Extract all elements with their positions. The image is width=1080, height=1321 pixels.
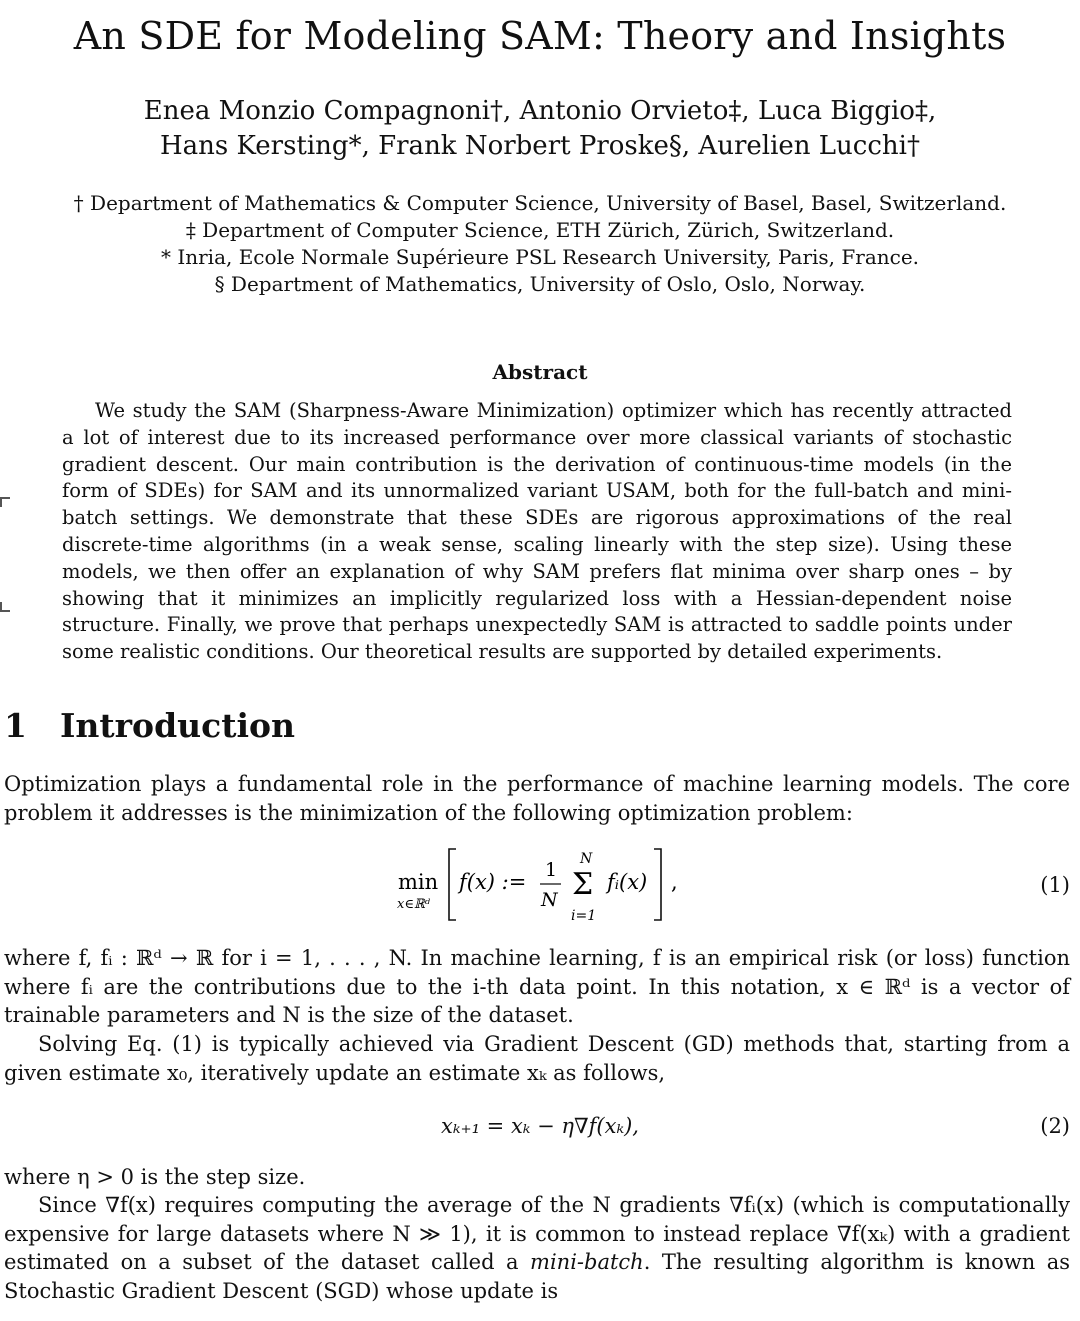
paper-title: An SDE for Modeling SAM: Theory and Insights	[73, 14, 1007, 58]
p5-emphasis: mini-batch	[530, 1250, 644, 1274]
eq1-sum-lower: i=1	[571, 908, 597, 924]
equation-1-graphic	[0, 845, 1080, 925]
margin-mark-bottom	[0, 602, 10, 612]
equation-2	[0, 1110, 1080, 1146]
eq1-trailing-comma: ,	[671, 870, 678, 894]
intro-paragraph-3: Solving Eq. (1) is typically achieved via Gradient Descent (GD) methods that, starting from a given estimate x₀, iteratively update an estimate xₖ as follows,	[4, 1032, 1070, 1085]
equation-1	[0, 845, 1080, 925]
section-heading	[4, 706, 295, 745]
eq1-frac-numerator: 1	[545, 859, 558, 881]
eq1-min: min	[398, 870, 439, 894]
eq1-right-bracket	[654, 849, 661, 920]
p5-text-b: . The resulting algorithm is known as Stochastic Gradient Descent (SGD) whose update is	[4, 1250, 1071, 1303]
section-number: 1	[4, 706, 27, 745]
affiliations	[0, 190, 1080, 298]
intro-paragraph-1: Optimization plays a fundamental role in the performance of machine learning models. The core problem it addresses is the minimization of the following optimization problem:	[4, 772, 1070, 825]
affiliation-basel: † Department of Mathematics & Computer Science, University of Basel, Basel, Switzerland.	[73, 191, 1007, 215]
margin-mark-top	[0, 497, 10, 507]
affiliation-oslo: § Department of Mathematics, University of Oslo, Oslo, Norway.	[214, 272, 866, 296]
equation-2-expression: xₖ₊₁ = xₖ − η∇f(xₖ),	[441, 1114, 639, 1138]
p5-text-a: Since ∇f(x) requires computing the average of the N gradients ∇fᵢ(x) (which is computationally expensive for large datasets where N ≫ 1), it is common to instead replace ∇f(xₖ) with a gradient estimated on a subset of the dataset called a	[4, 1193, 1070, 1274]
author-list	[0, 94, 1080, 164]
authors-line-2: Hans Kersting*, Frank Norbert Proske§, Aurelien Lucchi†	[160, 131, 920, 161]
authors-line-1: Enea Monzio Compagnoni†, Antonio Orvieto‡, Luca Biggio‡,	[143, 96, 937, 126]
eq1-summand: fᵢ(x)	[607, 870, 648, 894]
abstract-heading: Abstract	[492, 360, 588, 384]
eq1-min-subscript: x∈ℝᵈ	[397, 897, 430, 912]
eq1-sum-symbol: Σ	[572, 867, 594, 902]
equation-2-label: (2)	[1040, 1114, 1070, 1138]
affiliation-eth: ‡ Department of Computer Science, ETH Zürich, Zürich, Switzerland.	[185, 218, 895, 242]
equation-1-label: (1)	[1040, 873, 1070, 897]
eq1-frac-denominator: N	[541, 889, 558, 911]
section-title: Introduction	[60, 706, 296, 745]
eq1-sum-upper: N	[580, 851, 593, 867]
intro-paragraph-4: where η > 0 is the step size.	[4, 1165, 306, 1189]
eq1-left-bracket	[449, 849, 456, 920]
affiliation-inria: * Inria, Ecole Normale Supérieure PSL Research University, Paris, France.	[160, 245, 920, 269]
eq1-lhs: f(x) :=	[459, 870, 527, 894]
intro-paragraph-5	[4, 1191, 1070, 1305]
intro-paragraph-2: where f, fᵢ : ℝᵈ → ℝ for i = 1, . . . , N. In machine learning, f is an empirical risk (or loss) function where fᵢ are the contributions due to the i-th data point. In this notation, x ∈ ℝᵈ is a vector of trainable parameters and N is the size of the dataset.	[4, 946, 1070, 1027]
abstract-text: We study the SAM (Sharpness-Aware Minimization) optimizer which has recently attracted a lot of interest due to its increased performance over more classical variants of stochastic gradient descent. Our main contribution is the derivation of continuous-time models (in the form of SDEs) for SAM and its unnormalized variant USAM, both for the full-batch and mini-batch settings. We demonstrate that these SDEs are rigorous approximations of the real discrete-time algorithms (in a weak sense, scaling linearly with the step size). Using these models, we then offer an explanation of why SAM prefers flat minima over sharp ones – by showing that it minimizes an implicitly regularized loss with a Hessian-dependent noise structure. Finally, we prove that perhaps unexpectedly SAM is attracted to saddle points under some realistic conditions. Our theoretical results are supported by detailed experiments.	[62, 399, 1012, 664]
